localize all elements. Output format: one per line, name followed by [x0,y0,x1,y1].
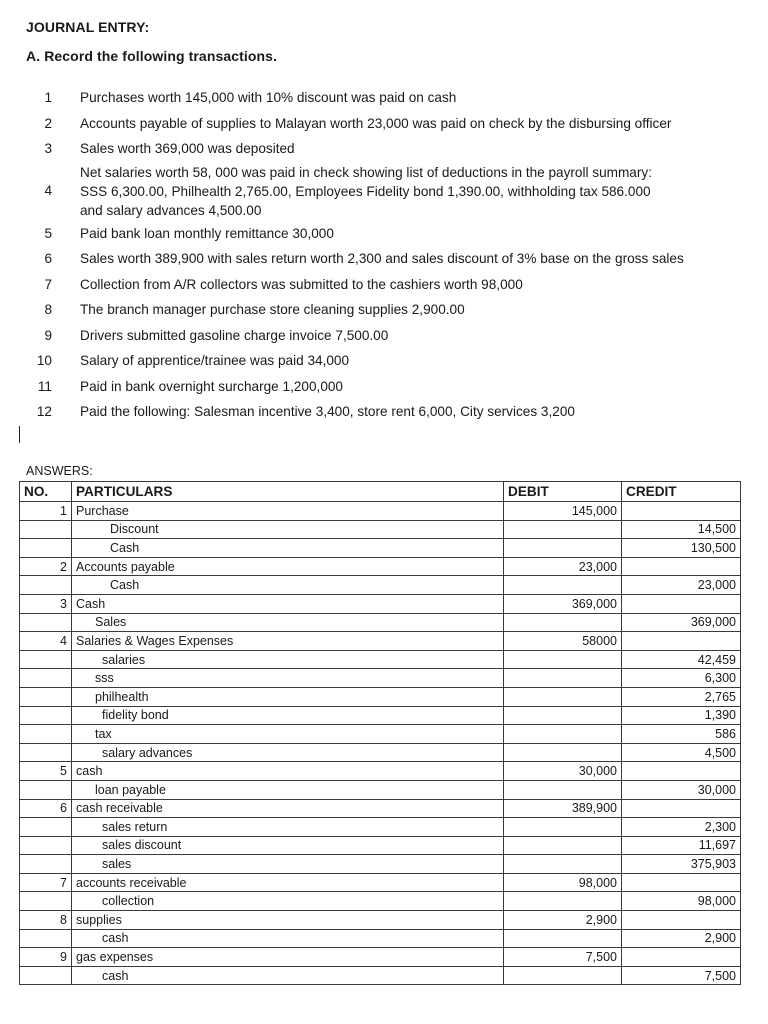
entry-credit [622,557,741,576]
entry-no [20,613,72,632]
entry-no [20,725,72,744]
entry-credit: 1,390 [622,706,741,725]
transaction-item [26,353,756,369]
entry-debit [504,520,622,539]
transaction-number: 1 [44,90,52,105]
transaction-line: Sales worth 389,900 with sales return worth 2,300 and sales discount of 3% base on the gross sales [80,251,684,266]
entry-debit [504,818,622,837]
entry-credit: 98,000 [622,892,741,911]
entry-no [20,855,72,874]
table-row [20,818,741,837]
table-row [20,502,741,521]
entry-no: 2 [20,557,72,576]
entry-credit [622,762,741,781]
entry-credit: 42,459 [622,650,741,669]
entry-debit: 98,000 [504,873,622,892]
entry-credit [622,594,741,613]
entry-debit: 369,000 [504,594,622,613]
entry-no [20,818,72,837]
entry-particular: Purchase [72,502,504,521]
entry-particular: philhealth [72,687,504,706]
entry-debit [504,669,622,688]
transaction-number: 3 [44,141,52,156]
table-row [20,892,741,911]
transaction-item [26,404,756,420]
entry-particular: sales discount [72,836,504,855]
transaction-line: Net salaries worth 58, 000 was paid in check showing list of deductions in the payroll summary: [80,164,652,180]
transaction-item [26,90,756,106]
entry-credit: 14,500 [622,520,741,539]
entry-credit: 4,500 [622,743,741,762]
entry-no [20,669,72,688]
entry-no: 9 [20,948,72,967]
entry-no [20,836,72,855]
transaction-number: 9 [44,327,52,343]
entry-no: 8 [20,911,72,930]
transaction-item [26,141,756,157]
entry-no [20,966,72,985]
table-row [20,725,741,744]
transaction-text [80,353,349,369]
table-row [20,780,741,799]
table-row [20,594,741,613]
entry-particular: Discount [72,520,504,539]
table-row [20,929,741,948]
entry-debit [504,836,622,855]
transaction-text [80,302,465,318]
transaction-item [26,302,756,318]
entry-debit [504,576,622,595]
table-row [20,836,741,855]
journal-table [19,481,741,985]
table-row [20,539,741,558]
entry-no [20,520,72,539]
entry-credit: 2,765 [622,687,741,706]
entry-debit [504,966,622,985]
entry-particular: cash [72,929,504,948]
transaction-text [80,90,456,106]
table-header-row [20,482,741,502]
entry-debit [504,855,622,874]
entry-debit [504,539,622,558]
table-row [20,948,741,967]
entry-no [20,929,72,948]
header-credit: CREDIT [622,482,741,502]
transaction-line: Accounts payable of supplies to Malayan worth 23,000 was paid on check by the disbursing officer [80,115,672,131]
header-particulars: PARTICULARS [72,482,504,502]
entry-particular: sss [72,669,504,688]
transaction-number: 6 [44,251,52,266]
entry-debit: 7,500 [504,948,622,967]
table-row [20,576,741,595]
transaction-item [26,251,756,267]
entry-no [20,687,72,706]
transaction-number: 10 [36,353,52,368]
entry-no: 1 [20,502,72,521]
transaction-line: and salary advances 4,500.00 [80,202,262,218]
table-row [20,911,741,930]
entry-credit: 6,300 [622,669,741,688]
transaction-text [80,163,652,220]
transaction-item [26,379,756,395]
header-no: NO. [20,482,72,502]
transaction-number: 2 [44,115,52,131]
entry-credit: 30,000 [622,780,741,799]
entry-no: 4 [20,632,72,651]
entry-debit: 145,000 [504,502,622,521]
entry-no [20,706,72,725]
entry-no [20,892,72,911]
transaction-item [26,116,756,132]
entry-debit [504,929,622,948]
table-row [20,613,741,632]
transaction-item [26,226,756,242]
transaction-line: Paid the following: Salesman incentive 3,400, store rent 6,000, City services 3,200 [80,404,575,419]
entry-debit [504,650,622,669]
transaction-text [80,379,343,395]
entry-particular: sales [72,855,504,874]
table-row [20,743,741,762]
transaction-line: Purchases worth 145,000 with 10% discount was paid on cash [80,90,457,105]
entry-credit: 23,000 [622,576,741,595]
transaction-line: Salary of apprentice/trainee was paid 34,000 [80,353,350,368]
entry-credit [622,502,741,521]
entry-no [20,576,72,595]
entry-credit [622,799,741,818]
table-row [20,873,741,892]
transaction-item [26,163,756,220]
text-cursor [19,426,20,443]
entry-particular: salary advances [72,743,504,762]
entry-no: 3 [20,594,72,613]
table-row [20,855,741,874]
entry-debit: 23,000 [504,557,622,576]
entry-debit [504,780,622,799]
table-row [20,687,741,706]
transaction-text [80,328,388,344]
entry-credit: 130,500 [622,539,741,558]
entry-particular: cash [72,966,504,985]
transaction-text [80,116,671,132]
entry-credit: 375,903 [622,855,741,874]
document-title: JOURNAL ENTRY: [26,19,150,35]
entry-debit [504,892,622,911]
entry-debit [504,687,622,706]
entry-no: 6 [20,799,72,818]
table-row [20,799,741,818]
entry-no [20,743,72,762]
entry-credit: 2,900 [622,929,741,948]
transaction-text [80,226,334,242]
entry-no [20,650,72,669]
entry-particular: Cash [72,594,504,613]
table-row [20,706,741,725]
entry-particular: Salaries & Wages Expenses [72,632,504,651]
entry-particular: salaries [72,650,504,669]
entry-particular: supplies [72,911,504,930]
entry-credit: 7,500 [622,966,741,985]
table-row [20,520,741,539]
table-row [20,650,741,669]
transaction-number: 11 [37,378,52,394]
transaction-text [80,141,295,157]
entry-particular: Cash [72,576,504,595]
entry-particular: collection [72,892,504,911]
entry-credit [622,948,741,967]
entry-debit: 30,000 [504,762,622,781]
entry-credit [622,632,741,651]
entry-no: 7 [20,873,72,892]
transaction-item [26,277,756,293]
entry-credit [622,911,741,930]
transaction-line: Sales worth 369,000 was deposited [80,141,295,156]
entry-credit: 2,300 [622,818,741,837]
entry-particular: fidelity bond [72,706,504,725]
instruction-heading: A. Record the following transactions. [26,48,278,64]
entry-particular: Sales [72,613,504,632]
entry-debit: 58000 [504,632,622,651]
entry-particular: Accounts payable [72,557,504,576]
entry-debit: 389,900 [504,799,622,818]
entry-no [20,780,72,799]
entry-particular: tax [72,725,504,744]
entry-debit: 2,900 [504,911,622,930]
transaction-number: 12 [36,404,52,419]
transaction-number: 5 [44,225,52,241]
entry-particular: sales return [72,818,504,837]
transaction-number: 7 [44,276,52,292]
entry-debit [504,613,622,632]
transaction-text [80,277,523,293]
transaction-number: 8 [44,302,52,317]
table-row [20,632,741,651]
transaction-text [80,251,684,267]
transaction-text [80,404,575,420]
entry-debit [504,706,622,725]
entry-debit [504,725,622,744]
transaction-line: Collection from A/R collectors was submitted to the cashiers worth 98,000 [80,276,523,292]
entry-particular: gas expenses [72,948,504,967]
transaction-line: Drivers submitted gasoline charge invoice 7,500.00 [80,327,389,343]
entry-credit: 369,000 [622,613,741,632]
entry-particular: accounts receivable [72,873,504,892]
table-row [20,762,741,781]
entry-credit [622,873,741,892]
entry-credit: 11,697 [622,836,741,855]
entry-particular: cash receivable [72,799,504,818]
transaction-line: The branch manager purchase store cleaning supplies 2,900.00 [80,302,465,317]
entry-no [20,539,72,558]
entry-particular: Cash [72,539,504,558]
table-row [20,669,741,688]
transaction-line: SSS 6,300.00, Philhealth 2,765.00, Employees Fidelity bond 1,390.00, withholding tax 586.000 [80,183,651,199]
entry-particular: loan payable [72,780,504,799]
table-row [20,966,741,985]
entry-particular: cash [72,762,504,781]
transaction-item [26,328,756,344]
entry-debit [504,743,622,762]
entry-no: 5 [20,762,72,781]
table-row [20,557,741,576]
transaction-list [26,86,756,420]
transaction-number: 4 [44,183,52,199]
transaction-line: Paid bank loan monthly remittance 30,000 [80,225,334,241]
entry-credit: 586 [622,725,741,744]
transaction-line: Paid in bank overnight surcharge 1,200,000 [80,378,343,394]
header-debit: DEBIT [504,482,622,502]
answers-label: ANSWERS: [26,464,93,478]
